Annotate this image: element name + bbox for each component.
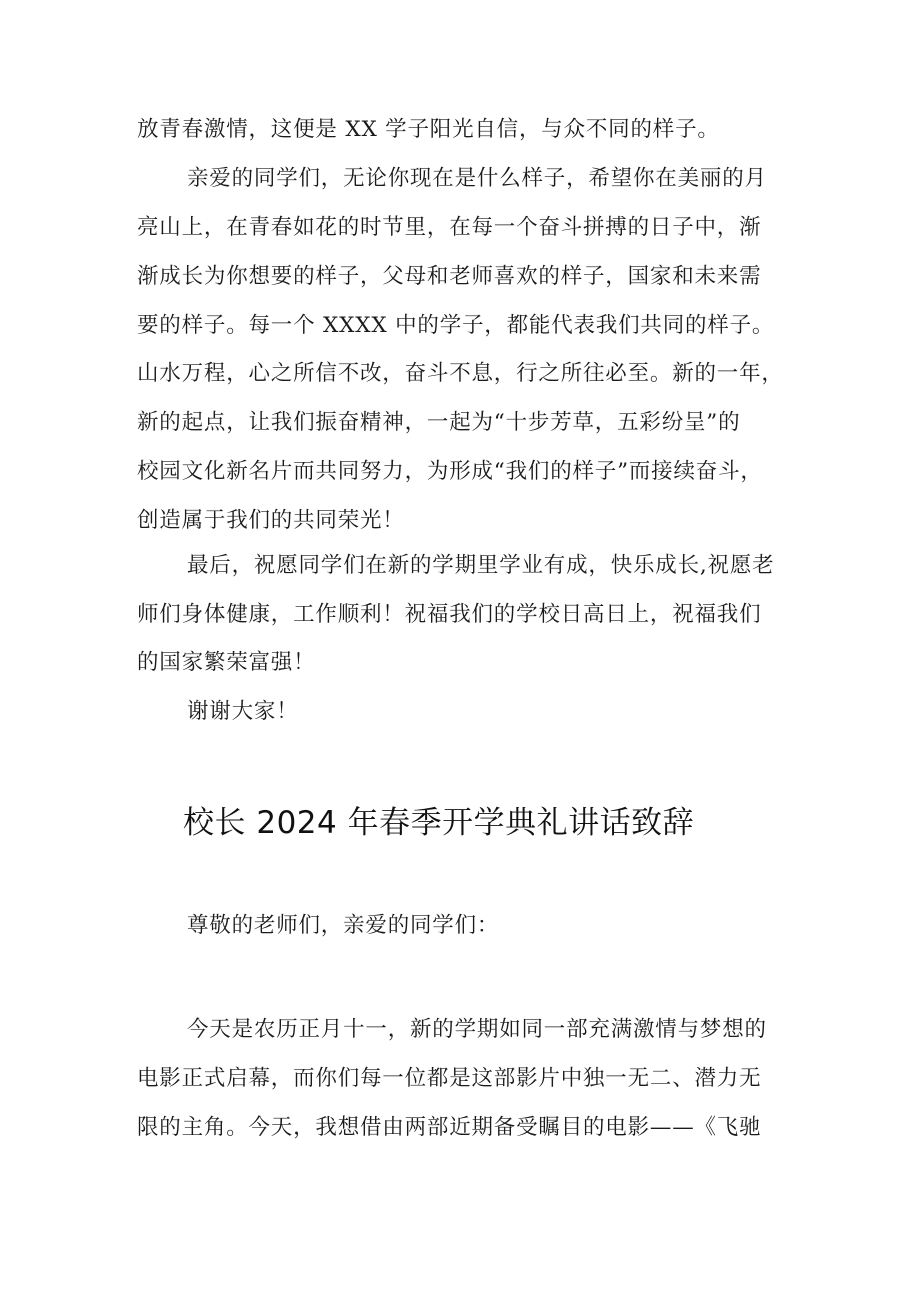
- paragraph-dear-students-line: 渐成长为你想要的样子，父母和老师喜欢的样子，国家和未来需: [137, 264, 762, 289]
- paragraph-dear-students-line: 亲爱的同学们，无论你现在是什么样子，希望你在美丽的月: [187, 166, 767, 191]
- paragraph-dear-students-line: 校园文化新名片而共同努力，为形成“我们的样子”而接续奋斗，: [137, 459, 763, 484]
- paragraph-dear-students-line: 亮山上，在青春如花的时节里，在每一个奋斗拼搏的日子中，渐: [137, 215, 762, 240]
- paragraph-today-line: 限的主角。今天，我想借由两部近期备受瞩目的电影——《飞驰: [137, 1115, 762, 1140]
- paragraph-wishes-line: 的国家繁荣富强！: [137, 650, 316, 675]
- paragraph-dear-students-line: 山水万程，心之所信不改，奋斗不息，行之所往必至。新的一年，: [137, 361, 784, 386]
- paragraph-today-line: 今天是农历正月十一，新的学期如同一部充满激情与梦想的: [187, 1017, 767, 1042]
- greeting-salutation: 尊敬的老师们，亲爱的同学们：: [187, 913, 500, 938]
- speech-title: 校长 2024 年春季开学典礼讲话致辞: [183, 805, 695, 841]
- paragraph-dear-students-line: 创造属于我们的共同荣光！: [137, 508, 405, 533]
- paragraph-continued-line: 放青春激情，这便是 XX 学子阳光自信，与众不同的样子。: [137, 117, 720, 142]
- paragraph-dear-students-line: 要的样子。每一个 XXXX 中的学子，都能代表我们共同的样子。: [137, 313, 775, 338]
- closing-thanks: 谢谢大家！: [187, 699, 299, 724]
- paragraph-wishes-line: 师们身体健康，工作顺利！祝福我们的学校日高日上，祝福我们: [137, 602, 762, 627]
- paragraph-today-line: 电影正式启幕，而你们每一位都是这部影片中独一无二、潜力无: [137, 1066, 762, 1091]
- paragraph-wishes-line: 最后，祝愿同学们在新的学期里学业有成，快乐成长,祝愿老: [187, 553, 775, 578]
- paragraph-dear-students-line: 新的起点，让我们振奋精神，一起为“十步芳草，五彩纷呈”的: [137, 410, 741, 435]
